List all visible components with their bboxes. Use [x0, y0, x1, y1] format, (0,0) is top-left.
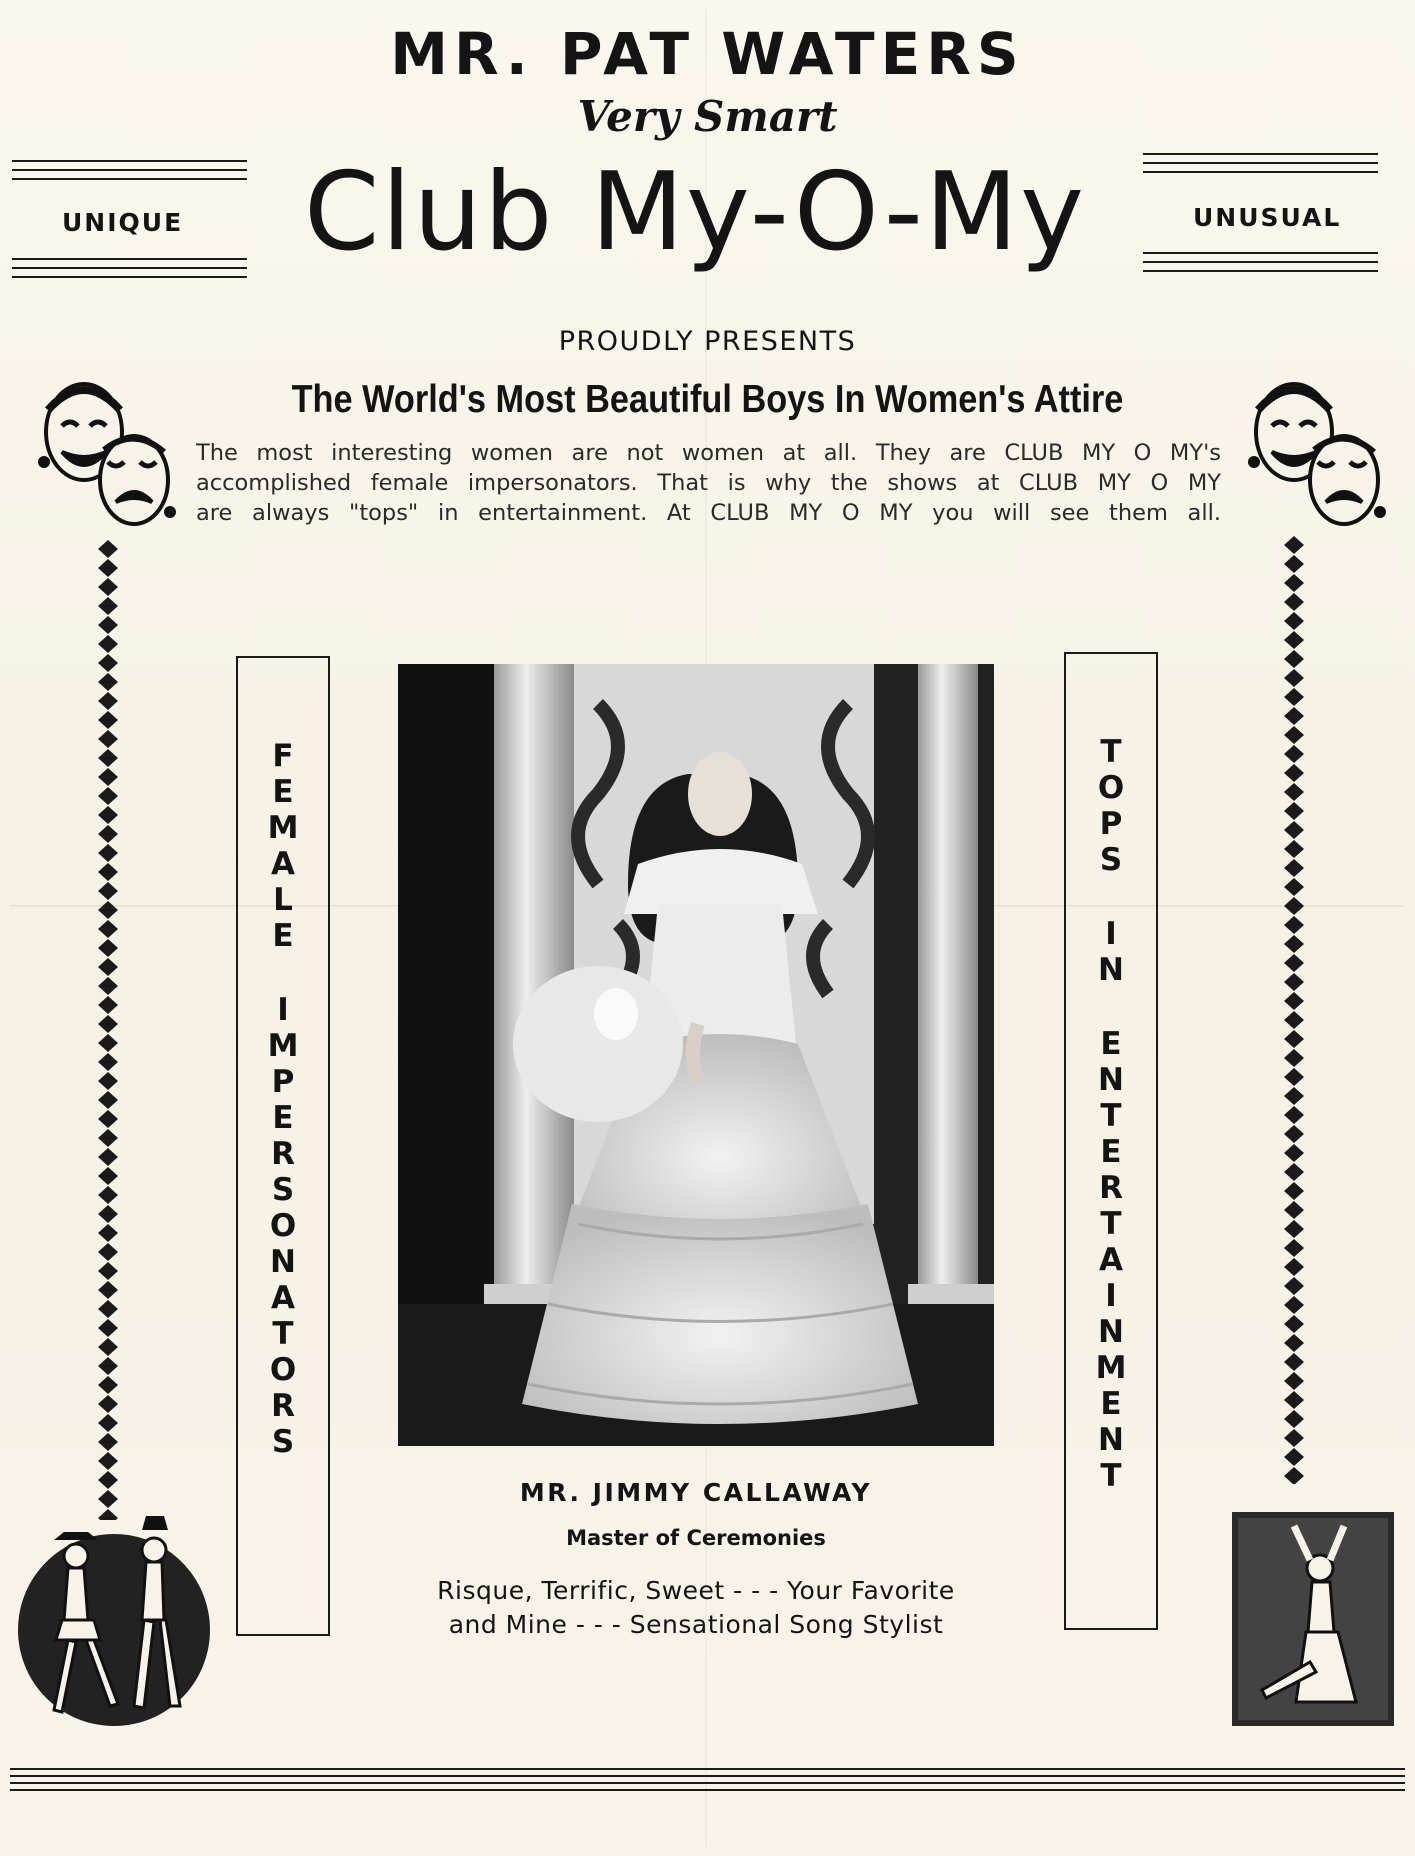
chain-diamond [1284, 916, 1304, 934]
header-subtitle: Very Smart [577, 92, 838, 141]
chain-diamond [1284, 1049, 1304, 1067]
theater-masks-icon [22, 362, 182, 540]
banner-letter: N [1098, 1062, 1124, 1098]
featured-title: Master of Ceremonies [566, 1526, 826, 1550]
chain-diamond [1284, 707, 1304, 725]
chain-diamond [98, 597, 118, 615]
chain-diamond [98, 692, 118, 710]
showgirl-illustration [1232, 1512, 1394, 1726]
banner-letter: T [272, 1316, 294, 1352]
chain-diamond [1284, 802, 1304, 820]
chain-diamond [1284, 1030, 1304, 1048]
chain-diamond [1284, 745, 1304, 763]
dancers-illustration [14, 1510, 214, 1742]
banner-letter: P [1099, 806, 1123, 842]
club-title: Club My-O-My [303, 150, 1086, 275]
right-diamond-chain [1282, 536, 1306, 1484]
chain-diamond [98, 1091, 118, 1109]
chain-diamond [1284, 1277, 1304, 1295]
banner-letter: E [1100, 1386, 1122, 1422]
banner-letter: T [1100, 1206, 1122, 1242]
chain-diamond [1284, 1163, 1304, 1181]
chain-diamond [98, 749, 118, 767]
chain-diamond [98, 1224, 118, 1242]
chain-diamond [1284, 1068, 1304, 1086]
chain-diamond [98, 1167, 118, 1185]
chain-diamond [98, 1376, 118, 1394]
left-diamond-chain [96, 540, 120, 1520]
banner-letter: N [270, 1244, 296, 1280]
banner-letter: E [272, 774, 294, 810]
chain-diamond [1284, 1372, 1304, 1390]
right-rules-bottom [1143, 252, 1378, 279]
left-rules-bottom [12, 258, 247, 285]
chain-diamond [98, 1338, 118, 1356]
left-rules-top [12, 160, 247, 187]
chain-diamond [98, 1300, 118, 1318]
banner-letter: M [267, 810, 299, 846]
banner-letter: S [271, 1172, 295, 1208]
chain-diamond [98, 1015, 118, 1033]
blurb-line: are always "tops" in entertainment. At CLUB MY O MY you will see them all. [196, 500, 1221, 526]
banner-letter: A [271, 846, 295, 882]
banner-letter: N [1098, 1314, 1124, 1350]
chain-diamond [98, 654, 118, 672]
chain-diamond [1284, 1448, 1304, 1466]
chain-diamond [1284, 1296, 1304, 1314]
proudly-presents: PROUDLY PRESENTS [558, 326, 857, 357]
chain-diamond [98, 806, 118, 824]
chain-diamond [1284, 840, 1304, 858]
chain-diamond [98, 1243, 118, 1261]
banner-letter: N [1098, 952, 1124, 988]
featured-name: MR. JIMMY CALLAWAY [519, 1478, 873, 1507]
banner-letter: A [271, 1280, 295, 1316]
chain-diamond [1284, 859, 1304, 877]
chain-diamond [98, 1414, 118, 1432]
banner-letter: I [277, 992, 289, 1028]
chain-diamond [1284, 1258, 1304, 1276]
chain-diamond [98, 825, 118, 843]
chain-diamond [98, 1129, 118, 1147]
banner-letter: E [272, 918, 294, 954]
chain-diamond [1284, 1391, 1304, 1409]
chain-diamond [1284, 1201, 1304, 1219]
banner-letter: E [1100, 1026, 1122, 1062]
chain-diamond [98, 578, 118, 596]
chain-diamond [98, 920, 118, 938]
banner-letter: R [1099, 1170, 1123, 1206]
chain-diamond [98, 787, 118, 805]
chain-diamond [1284, 1220, 1304, 1238]
chain-diamond [98, 1053, 118, 1071]
left-vertical-banner [236, 656, 330, 1636]
chain-diamond [98, 1281, 118, 1299]
chain-diamond [98, 958, 118, 976]
chain-diamond [1284, 536, 1304, 554]
banner-letter: E [272, 1100, 294, 1136]
chain-diamond [1284, 669, 1304, 687]
right-rules-top [1143, 153, 1378, 180]
chain-diamond [98, 1490, 118, 1508]
featured-photo [398, 664, 994, 1446]
tagline: The World's Most Beautiful Boys In Women's Attire [291, 378, 1124, 421]
chain-diamond [1284, 897, 1304, 915]
chain-diamond [1284, 688, 1304, 706]
chain-diamond [98, 673, 118, 691]
featured-description [398, 1574, 994, 1642]
chain-diamond [1284, 1239, 1304, 1257]
chain-diamond [98, 1072, 118, 1090]
chain-diamond [98, 882, 118, 900]
chain-diamond [98, 939, 118, 957]
banner-letter: M [267, 1028, 299, 1064]
bottom-rules [10, 1768, 1405, 1796]
chain-diamond [1284, 973, 1304, 991]
banner-letter: O [1097, 770, 1125, 806]
chain-diamond [1284, 1353, 1304, 1371]
right-vertical-banner [1064, 652, 1158, 1630]
chain-diamond [98, 1433, 118, 1451]
chain-diamond [1284, 1087, 1304, 1105]
chain-diamond [98, 977, 118, 995]
banner-letter: R [271, 1388, 295, 1424]
chain-diamond [1284, 1429, 1304, 1447]
chain-diamond [98, 540, 118, 558]
featured-description-line: and Mine - - - Sensational Song Stylist [448, 1610, 944, 1639]
chain-diamond [1284, 783, 1304, 801]
chain-diamond [98, 1110, 118, 1128]
banner-letter: T [1100, 1098, 1122, 1134]
chain-diamond [1284, 650, 1304, 668]
chain-diamond [1284, 935, 1304, 953]
banner-letter: I [1105, 1278, 1117, 1314]
chain-diamond [98, 1319, 118, 1337]
chain-diamond [1284, 1182, 1304, 1200]
chain-diamond [1284, 878, 1304, 896]
banner-letter: S [271, 1424, 295, 1460]
chain-diamond [98, 711, 118, 729]
chain-diamond [1284, 821, 1304, 839]
blurb-line: The most interesting women are not women at all. They are CLUB MY O MY's [196, 440, 1221, 466]
right-side-word: UNUSUAL [1193, 203, 1342, 232]
chain-diamond [98, 616, 118, 634]
chain-diamond [98, 1395, 118, 1413]
chain-diamond [98, 1471, 118, 1489]
banner-letter: O [269, 1352, 297, 1388]
chain-diamond [1284, 1467, 1304, 1484]
chain-diamond [98, 863, 118, 881]
chain-diamond [98, 1262, 118, 1280]
banner-letter: T [1100, 734, 1122, 770]
chain-diamond [1284, 764, 1304, 782]
chain-diamond [1284, 1410, 1304, 1428]
chain-diamond [1284, 1125, 1304, 1143]
chain-diamond [1284, 1011, 1304, 1029]
intro-blurb [196, 438, 1221, 528]
banner-letter: L [273, 882, 293, 918]
chain-diamond [1284, 992, 1304, 1010]
chain-diamond [98, 1148, 118, 1166]
banner-letter: F [272, 738, 294, 774]
chain-diamond [98, 1034, 118, 1052]
banner-letter: O [269, 1208, 297, 1244]
chain-diamond [1284, 593, 1304, 611]
left-side-word: UNIQUE [62, 208, 184, 237]
banner-letter: S [1099, 842, 1123, 878]
featured-description-line: Risque, Terrific, Sweet - - - Your Favorite [437, 1576, 955, 1605]
chain-diamond [1284, 1144, 1304, 1162]
chain-diamond [1284, 631, 1304, 649]
banner-letter: T [1100, 1458, 1122, 1494]
chain-diamond [1284, 574, 1304, 592]
chain-diamond [98, 1205, 118, 1223]
banner-letter: P [271, 1064, 295, 1100]
chain-diamond [98, 635, 118, 653]
chain-diamond [98, 844, 118, 862]
chain-diamond [98, 1452, 118, 1470]
chain-diamond [98, 996, 118, 1014]
banner-letter: A [1099, 1242, 1123, 1278]
chain-diamond [98, 901, 118, 919]
chain-diamond [1284, 1334, 1304, 1352]
chain-diamond [98, 1186, 118, 1204]
chain-diamond [98, 730, 118, 748]
chain-diamond [1284, 555, 1304, 573]
banner-letter: E [1100, 1134, 1122, 1170]
chain-diamond [98, 768, 118, 786]
banner-letter: R [271, 1136, 295, 1172]
chain-diamond [1284, 612, 1304, 630]
blurb-line: accomplished female impersonators. That is why the shows at CLUB MY O MY [196, 470, 1221, 496]
chain-diamond [1284, 726, 1304, 744]
chain-diamond [1284, 1106, 1304, 1124]
chain-diamond [1284, 954, 1304, 972]
banner-letter: N [1098, 1422, 1124, 1458]
performer-photo-illustration [398, 664, 994, 1446]
chain-diamond [98, 559, 118, 577]
theater-masks-icon [1232, 362, 1392, 540]
banner-letter: I [1105, 916, 1117, 952]
banner-letter: M [1095, 1350, 1127, 1386]
chain-diamond [1284, 1315, 1304, 1333]
header-name: MR. PAT WATERS [390, 20, 1025, 88]
chain-diamond [98, 1357, 118, 1375]
